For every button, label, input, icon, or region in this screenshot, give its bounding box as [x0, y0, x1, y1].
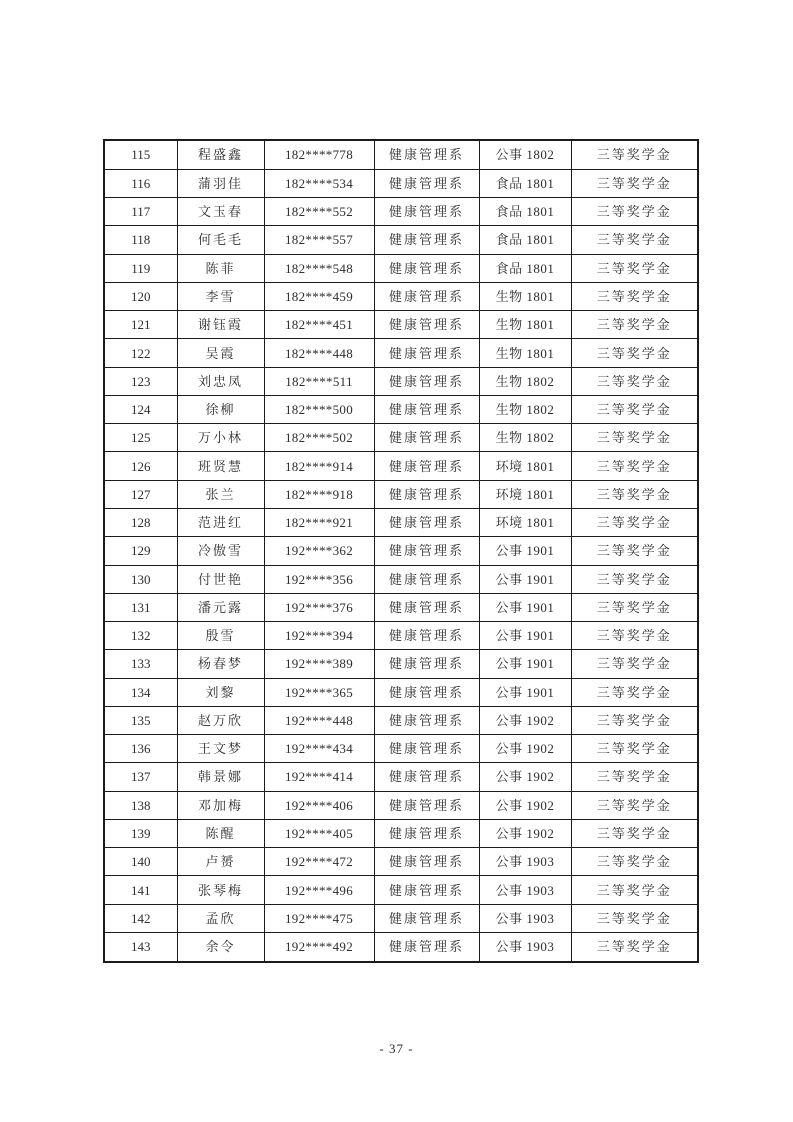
cell-class: 公事 1902	[479, 706, 571, 734]
cell-no: 126	[104, 452, 177, 480]
cell-name: 韩景娜	[177, 763, 264, 791]
scholarship-table-body	[104, 140, 698, 962]
cell-award: 三等奖学金	[571, 254, 698, 282]
cell-department: 健康管理系	[374, 140, 479, 169]
cell-no: 118	[104, 226, 177, 254]
scholarship-table	[103, 139, 699, 963]
cell-no: 116	[104, 169, 177, 197]
cell-class: 公事 1902	[479, 735, 571, 763]
cell-class: 食品 1801	[479, 254, 571, 282]
cell-student_id: 182****557	[264, 226, 374, 254]
cell-department: 健康管理系	[374, 706, 479, 734]
cell-no: 136	[104, 735, 177, 763]
cell-no: 121	[104, 311, 177, 339]
cell-department: 健康管理系	[374, 904, 479, 932]
cell-award: 三等奖学金	[571, 650, 698, 678]
cell-class: 生物 1801	[479, 311, 571, 339]
cell-award: 三等奖学金	[571, 678, 698, 706]
cell-name: 邓加梅	[177, 791, 264, 819]
cell-class: 生物 1802	[479, 367, 571, 395]
cell-award: 三等奖学金	[571, 508, 698, 536]
cell-student_id: 192****362	[264, 537, 374, 565]
cell-no: 124	[104, 395, 177, 423]
table-row	[104, 678, 698, 706]
cell-student_id: 192****496	[264, 876, 374, 904]
cell-class: 生物 1802	[479, 395, 571, 423]
table-row	[104, 622, 698, 650]
cell-student_id: 192****356	[264, 565, 374, 593]
cell-no: 130	[104, 565, 177, 593]
cell-award: 三等奖学金	[571, 819, 698, 847]
cell-class: 公事 1903	[479, 904, 571, 932]
cell-award: 三等奖学金	[571, 735, 698, 763]
cell-student_id: 192****405	[264, 819, 374, 847]
table-row	[104, 395, 698, 423]
cell-award: 三等奖学金	[571, 424, 698, 452]
cell-department: 健康管理系	[374, 650, 479, 678]
cell-department: 健康管理系	[374, 254, 479, 282]
cell-class: 公事 1903	[479, 876, 571, 904]
cell-no: 127	[104, 480, 177, 508]
cell-department: 健康管理系	[374, 763, 479, 791]
cell-class: 公事 1901	[479, 565, 571, 593]
cell-student_id: 182****502	[264, 424, 374, 452]
cell-name: 李雪	[177, 282, 264, 310]
cell-department: 健康管理系	[374, 593, 479, 621]
cell-class: 食品 1801	[479, 169, 571, 197]
table-row	[104, 593, 698, 621]
cell-no: 140	[104, 848, 177, 876]
cell-department: 健康管理系	[374, 395, 479, 423]
cell-department: 健康管理系	[374, 791, 479, 819]
cell-class: 食品 1801	[479, 198, 571, 226]
cell-department: 健康管理系	[374, 424, 479, 452]
table-row	[104, 169, 698, 197]
cell-department: 健康管理系	[374, 452, 479, 480]
cell-department: 健康管理系	[374, 480, 479, 508]
table-row	[104, 339, 698, 367]
cell-award: 三等奖学金	[571, 593, 698, 621]
cell-class: 环境 1801	[479, 480, 571, 508]
table-row	[104, 650, 698, 678]
table-row	[104, 282, 698, 310]
cell-name: 冷傲雪	[177, 537, 264, 565]
cell-name: 徐柳	[177, 395, 264, 423]
table-row	[104, 254, 698, 282]
cell-no: 125	[104, 424, 177, 452]
cell-student_id: 192****492	[264, 932, 374, 962]
cell-name: 谢钰霞	[177, 311, 264, 339]
table-row	[104, 508, 698, 536]
cell-name: 余令	[177, 932, 264, 962]
cell-student_id: 192****394	[264, 622, 374, 650]
cell-no: 142	[104, 904, 177, 932]
cell-no: 123	[104, 367, 177, 395]
cell-student_id: 182****778	[264, 140, 374, 169]
cell-no: 137	[104, 763, 177, 791]
cell-student_id: 182****448	[264, 339, 374, 367]
cell-student_id: 192****448	[264, 706, 374, 734]
table-row	[104, 763, 698, 791]
cell-award: 三等奖学金	[571, 395, 698, 423]
table-row	[104, 226, 698, 254]
cell-no: 135	[104, 706, 177, 734]
cell-department: 健康管理系	[374, 537, 479, 565]
cell-class: 公事 1901	[479, 678, 571, 706]
cell-student_id: 182****534	[264, 169, 374, 197]
cell-award: 三等奖学金	[571, 904, 698, 932]
cell-student_id: 182****914	[264, 452, 374, 480]
cell-name: 班贤慧	[177, 452, 264, 480]
cell-award: 三等奖学金	[571, 226, 698, 254]
cell-class: 公事 1901	[479, 650, 571, 678]
cell-no: 129	[104, 537, 177, 565]
cell-class: 公事 1902	[479, 763, 571, 791]
cell-award: 三等奖学金	[571, 452, 698, 480]
table-row	[104, 424, 698, 452]
cell-no: 115	[104, 140, 177, 169]
table-row	[104, 367, 698, 395]
cell-no: 117	[104, 198, 177, 226]
cell-department: 健康管理系	[374, 169, 479, 197]
cell-department: 健康管理系	[374, 678, 479, 706]
cell-class: 生物 1801	[479, 339, 571, 367]
cell-name: 何毛毛	[177, 226, 264, 254]
cell-name: 卢赟	[177, 848, 264, 876]
cell-student_id: 192****389	[264, 650, 374, 678]
cell-name: 赵万欣	[177, 706, 264, 734]
cell-award: 三等奖学金	[571, 706, 698, 734]
cell-student_id: 182****511	[264, 367, 374, 395]
cell-award: 三等奖学金	[571, 198, 698, 226]
cell-award: 三等奖学金	[571, 480, 698, 508]
table-row	[104, 452, 698, 480]
table-row	[104, 791, 698, 819]
cell-name: 王文梦	[177, 735, 264, 763]
cell-name: 陈醒	[177, 819, 264, 847]
cell-award: 三等奖学金	[571, 169, 698, 197]
cell-student_id: 192****365	[264, 678, 374, 706]
table-row	[104, 876, 698, 904]
cell-class: 生物 1802	[479, 424, 571, 452]
cell-student_id: 192****406	[264, 791, 374, 819]
cell-name: 殷雪	[177, 622, 264, 650]
page-number: - 37 -	[379, 1041, 414, 1056]
cell-award: 三等奖学金	[571, 311, 698, 339]
cell-name: 付世艳	[177, 565, 264, 593]
cell-department: 健康管理系	[374, 226, 479, 254]
cell-student_id: 192****472	[264, 848, 374, 876]
cell-award: 三等奖学金	[571, 339, 698, 367]
cell-department: 健康管理系	[374, 565, 479, 593]
cell-name: 范进红	[177, 508, 264, 536]
cell-department: 健康管理系	[374, 282, 479, 310]
cell-department: 健康管理系	[374, 735, 479, 763]
cell-award: 三等奖学金	[571, 282, 698, 310]
table-row	[104, 932, 698, 962]
cell-class: 环境 1801	[479, 508, 571, 536]
cell-award: 三等奖学金	[571, 140, 698, 169]
cell-class: 环境 1801	[479, 452, 571, 480]
cell-name: 潘元露	[177, 593, 264, 621]
cell-name: 文玉春	[177, 198, 264, 226]
cell-name: 陈菲	[177, 254, 264, 282]
cell-no: 143	[104, 932, 177, 962]
cell-no: 120	[104, 282, 177, 310]
cell-no: 141	[104, 876, 177, 904]
cell-student_id: 182****918	[264, 480, 374, 508]
cell-class: 公事 1903	[479, 848, 571, 876]
cell-student_id: 192****475	[264, 904, 374, 932]
cell-award: 三等奖学金	[571, 622, 698, 650]
cell-award: 三等奖学金	[571, 791, 698, 819]
cell-student_id: 182****548	[264, 254, 374, 282]
cell-name: 杨春梦	[177, 650, 264, 678]
cell-name: 万小林	[177, 424, 264, 452]
cell-student_id: 182****459	[264, 282, 374, 310]
table-row	[104, 848, 698, 876]
cell-award: 三等奖学金	[571, 537, 698, 565]
cell-no: 131	[104, 593, 177, 621]
cell-class: 公事 1902	[479, 791, 571, 819]
cell-department: 健康管理系	[374, 819, 479, 847]
cell-student_id: 192****434	[264, 735, 374, 763]
cell-class: 食品 1801	[479, 226, 571, 254]
cell-class: 生物 1801	[479, 282, 571, 310]
table-row	[104, 819, 698, 847]
table-row	[104, 735, 698, 763]
cell-student_id: 182****552	[264, 198, 374, 226]
cell-name: 孟欣	[177, 904, 264, 932]
table-row	[104, 140, 698, 169]
cell-department: 健康管理系	[374, 367, 479, 395]
cell-department: 健康管理系	[374, 311, 479, 339]
cell-no: 119	[104, 254, 177, 282]
cell-class: 公事 1901	[479, 537, 571, 565]
cell-department: 健康管理系	[374, 508, 479, 536]
cell-award: 三等奖学金	[571, 932, 698, 962]
cell-no: 133	[104, 650, 177, 678]
cell-award: 三等奖学金	[571, 848, 698, 876]
cell-student_id: 192****414	[264, 763, 374, 791]
table-row	[104, 706, 698, 734]
cell-award: 三等奖学金	[571, 876, 698, 904]
cell-award: 三等奖学金	[571, 367, 698, 395]
table-row	[104, 480, 698, 508]
cell-no: 134	[104, 678, 177, 706]
cell-student_id: 182****500	[264, 395, 374, 423]
cell-award: 三等奖学金	[571, 763, 698, 791]
cell-name: 刘黎	[177, 678, 264, 706]
cell-name: 蒲羽佳	[177, 169, 264, 197]
cell-student_id: 182****921	[264, 508, 374, 536]
cell-no: 138	[104, 791, 177, 819]
cell-name: 刘忠凤	[177, 367, 264, 395]
table-row	[104, 904, 698, 932]
cell-name: 张琴梅	[177, 876, 264, 904]
cell-no: 128	[104, 508, 177, 536]
table-row	[104, 311, 698, 339]
cell-department: 健康管理系	[374, 622, 479, 650]
cell-class: 公事 1902	[479, 819, 571, 847]
cell-no: 139	[104, 819, 177, 847]
cell-student_id: 182****451	[264, 311, 374, 339]
cell-award: 三等奖学金	[571, 565, 698, 593]
cell-department: 健康管理系	[374, 848, 479, 876]
cell-department: 健康管理系	[374, 198, 479, 226]
table-row	[104, 537, 698, 565]
cell-class: 公事 1901	[479, 593, 571, 621]
cell-class: 公事 1901	[479, 622, 571, 650]
cell-no: 122	[104, 339, 177, 367]
cell-class: 公事 1903	[479, 932, 571, 962]
cell-department: 健康管理系	[374, 932, 479, 962]
cell-department: 健康管理系	[374, 876, 479, 904]
cell-name: 程盛鑫	[177, 140, 264, 169]
cell-class: 公事 1802	[479, 140, 571, 169]
cell-no: 132	[104, 622, 177, 650]
cell-name: 张兰	[177, 480, 264, 508]
cell-name: 吴霞	[177, 339, 264, 367]
table-row	[104, 198, 698, 226]
cell-department: 健康管理系	[374, 339, 479, 367]
table-row	[104, 565, 698, 593]
cell-student_id: 192****376	[264, 593, 374, 621]
